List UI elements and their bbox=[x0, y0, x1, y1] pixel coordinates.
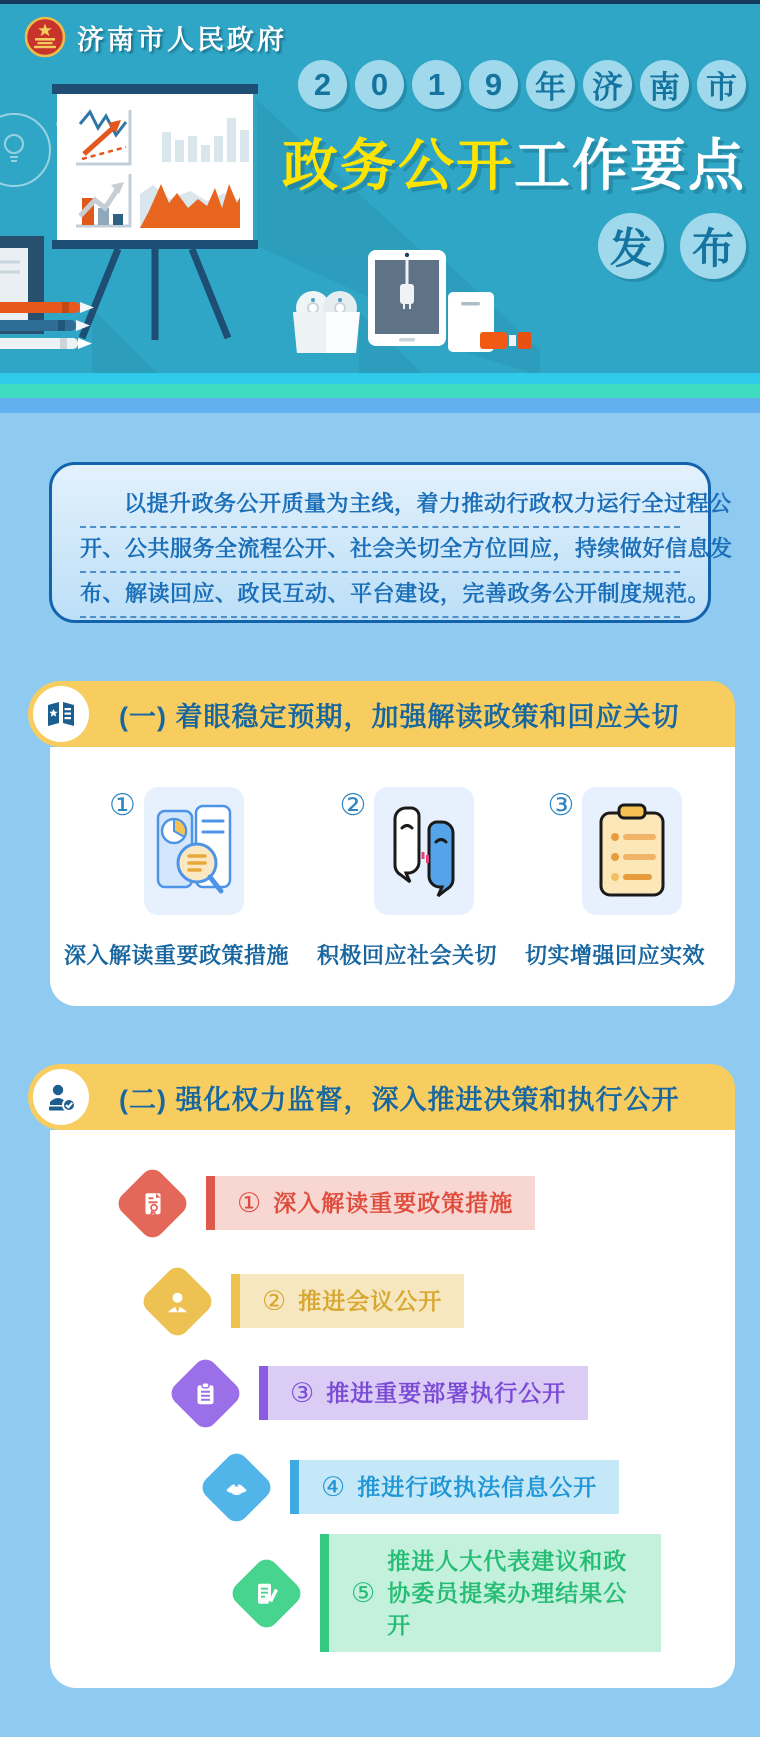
page-title bbox=[282, 60, 746, 279]
item-number: ⑤ bbox=[351, 1577, 376, 1608]
brand bbox=[24, 16, 287, 58]
stamp-check-icon bbox=[33, 1069, 89, 1125]
item-label: 推进行政执法信息公开 bbox=[357, 1474, 598, 1500]
feature-item bbox=[317, 787, 497, 1006]
item-label: 深入解读重要政策措施 bbox=[273, 1190, 514, 1216]
section-1-heading-bar bbox=[28, 681, 735, 747]
title-highlight: 政务公开 bbox=[282, 134, 514, 197]
dialogue-faces-icon bbox=[374, 787, 474, 915]
usb-drive-icon bbox=[480, 332, 531, 349]
title-line-1 bbox=[282, 60, 746, 109]
item-label: 积极回应社会关切 bbox=[316, 943, 497, 968]
item-bar bbox=[206, 1176, 535, 1230]
feature-item bbox=[525, 787, 705, 1006]
header-banner bbox=[0, 4, 760, 373]
title-rest: 工作要点 bbox=[514, 134, 746, 197]
policy-reading-icon bbox=[144, 787, 244, 915]
item-number: ④ bbox=[321, 1471, 346, 1502]
list-item bbox=[197, 1448, 619, 1526]
item-label: 深入解读重要政策措施 bbox=[64, 943, 290, 968]
title-char: 发 bbox=[598, 213, 664, 279]
title-char: 布 bbox=[680, 213, 746, 279]
title-char: 9 bbox=[469, 60, 518, 109]
content bbox=[0, 462, 760, 1688]
intro-line: 开、公共服务全流程公开、社会关切全方位回应，持续做好信息发 bbox=[80, 528, 680, 573]
item-label: 推进会议公开 bbox=[298, 1288, 443, 1314]
title-char: 市 bbox=[697, 60, 746, 109]
item-number: ③ bbox=[290, 1377, 315, 1408]
checklist-clipboard-icon bbox=[582, 787, 682, 915]
item-number: ① bbox=[237, 1187, 262, 1218]
section-2-heading-bar bbox=[28, 1064, 735, 1130]
section-2-title: (二) 强化权力监督，深入推进决策和执行公开 bbox=[119, 1084, 680, 1115]
title-char: 1 bbox=[412, 60, 461, 109]
item-label: 推进重要部署执行公开 bbox=[326, 1380, 567, 1406]
intro-box bbox=[49, 462, 733, 623]
list-item bbox=[138, 1262, 464, 1340]
list-item bbox=[113, 1164, 535, 1242]
pens-icon bbox=[0, 302, 94, 349]
item-bar bbox=[290, 1460, 619, 1514]
section-1-card bbox=[50, 747, 735, 1006]
item-number: ③ bbox=[547, 789, 575, 822]
section-1 bbox=[0, 681, 760, 1006]
item-bar bbox=[320, 1534, 661, 1652]
item-number: ② bbox=[262, 1285, 287, 1316]
presenter-icon bbox=[138, 1262, 216, 1340]
title-char: 南 bbox=[640, 60, 689, 109]
section-2 bbox=[0, 1064, 760, 1688]
national-emblem-icon bbox=[24, 16, 66, 58]
police-cap-icon bbox=[197, 1448, 275, 1526]
title-char: 2 bbox=[298, 60, 347, 109]
proposal-writing-icon bbox=[227, 1554, 305, 1632]
clipboard-icon bbox=[166, 1354, 244, 1432]
title-char: 年 bbox=[526, 60, 575, 109]
item-label: 推进人大代表建议和政协委员提案办理结果公开 bbox=[387, 1548, 628, 1638]
site-name: 济南市人民政府 bbox=[77, 24, 287, 55]
list-item bbox=[166, 1354, 588, 1432]
title-line-3 bbox=[282, 213, 746, 279]
title-char: 0 bbox=[355, 60, 404, 109]
title-line-2 bbox=[282, 122, 746, 202]
feature-item bbox=[64, 787, 289, 1006]
divider-band-cyan bbox=[0, 373, 760, 384]
list-item bbox=[227, 1534, 661, 1652]
title-char: 济 bbox=[583, 60, 632, 109]
item-bar bbox=[231, 1274, 464, 1328]
item-bar bbox=[259, 1366, 588, 1420]
intro-line: 布、解读回应、政民互动、平台建设，完善政务公开制度规范。 bbox=[80, 573, 680, 618]
section-1-title: (一) 着眼稳定预期，加强解读政策和回应关切 bbox=[119, 701, 680, 732]
section-2-card bbox=[50, 1130, 735, 1688]
books-stack-icon bbox=[0, 236, 44, 334]
divider-band-teal bbox=[0, 384, 760, 398]
certificate-icon bbox=[113, 1164, 191, 1242]
divider-band-blue bbox=[0, 398, 760, 413]
book-star-icon bbox=[33, 686, 89, 742]
item-label: 切实增强回应实效 bbox=[524, 943, 705, 968]
cd-box-icon bbox=[293, 291, 360, 353]
item-number: ② bbox=[339, 789, 367, 822]
item-number: ① bbox=[109, 789, 136, 822]
idea-bulb-icon bbox=[0, 114, 63, 186]
intro-line: 以提升政务公开质量为主线，着力推动行政权力运行全过程公 bbox=[80, 483, 680, 528]
